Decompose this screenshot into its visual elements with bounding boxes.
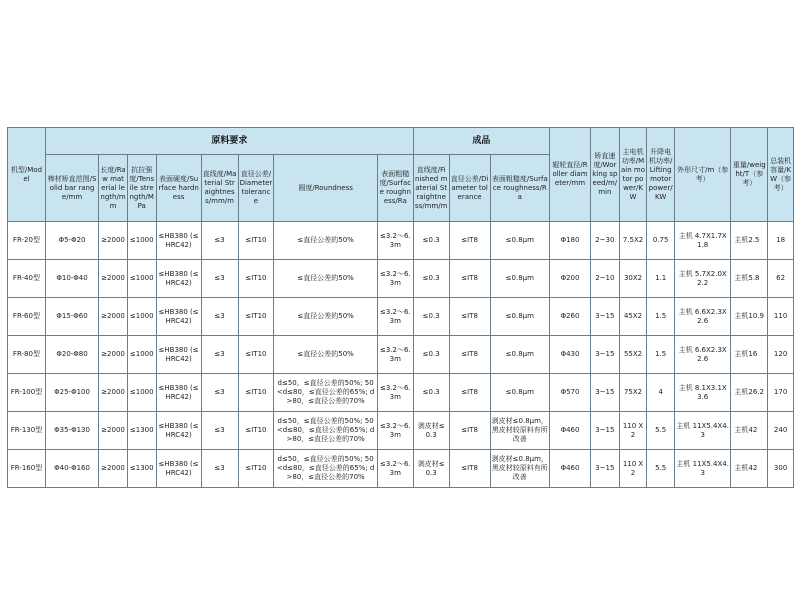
cell-surface-hardness: ≤HB380 (≤HRC42): [156, 336, 201, 374]
cell-lift-power: 4: [647, 374, 675, 412]
table-row: [8, 336, 794, 374]
cell-surface-hardness: ≤HB380 (≤HRC42): [156, 374, 201, 412]
cell-finished-diameter-tolerance: ≤IT8: [449, 336, 490, 374]
cell-solid-bar-range: Φ15-Φ60: [45, 298, 98, 336]
cell-model: FR-80型: [8, 336, 46, 374]
header-weight: 重量/weight/T（参考）: [731, 128, 768, 222]
cell-total-power: 62: [768, 260, 794, 298]
cell-finished-roughness: 剥皮材≤0.8μm，黑皮材较原料有所改善: [490, 412, 549, 450]
cell-weight: 主机42: [731, 412, 768, 450]
table-row: [8, 450, 794, 488]
cell-speed: 3~15: [591, 298, 620, 336]
cell-finished-straightness: 剥皮材≤0.3: [413, 450, 449, 488]
cell-roller-diameter: Φ430: [550, 336, 591, 374]
cell-raw-length: ≥2000: [99, 222, 128, 260]
cell-main-power: 75X2: [619, 374, 647, 412]
header-surface-hardness: 表面硬度/Surface hardness: [156, 155, 201, 222]
cell-speed: 2~10: [591, 260, 620, 298]
cell-solid-bar-range: Φ5-Φ20: [45, 222, 98, 260]
cell-finished-straightness: ≤0.3: [413, 374, 449, 412]
cell-surface-hardness: ≤HB380 (≤HRC42): [156, 298, 201, 336]
cell-finished-roughness: ≤0.8μm: [490, 260, 549, 298]
cell-main-power: 7.5X2: [619, 222, 647, 260]
cell-raw-roughness: ≤3.2～6.3m: [377, 222, 413, 260]
cell-raw-straightness: ≤3: [201, 260, 238, 298]
cell-tensile: ≤1000: [127, 222, 156, 260]
cell-speed: 2~30: [591, 222, 620, 260]
group-raw-material: 原料要求: [45, 128, 413, 155]
table-row: [8, 260, 794, 298]
cell-speed: 3~15: [591, 336, 620, 374]
cell-roundness: ≤直径公差的50%: [274, 260, 377, 298]
cell-tensile: ≤1000: [127, 336, 156, 374]
cell-total-power: 240: [768, 412, 794, 450]
cell-model: FR-20型: [8, 222, 46, 260]
cell-dimensions: 主机 6.6X2.3X2.6: [675, 298, 731, 336]
cell-lift-power: 1.1: [647, 260, 675, 298]
cell-raw-straightness: ≤3: [201, 222, 238, 260]
cell-raw-roughness: ≤3.2～6.3m: [377, 374, 413, 412]
cell-speed: 3~15: [591, 450, 620, 488]
cell-tensile: ≤1000: [127, 374, 156, 412]
cell-finished-diameter-tolerance: ≤IT8: [449, 222, 490, 260]
cell-total-power: 120: [768, 336, 794, 374]
header-solid-bar-range: 棒材矫直范围/Solid bar range/mm: [45, 155, 98, 222]
cell-finished-straightness: ≤0.3: [413, 260, 449, 298]
header-total-power: 总装机容量/KW（参考）: [768, 128, 794, 222]
header-finished-roughness: 表面粗糙度/Surface roughness/Ra: [490, 155, 549, 222]
cell-lift-power: 5.5: [647, 450, 675, 488]
cell-finished-straightness: 剥皮材≤0.3: [413, 412, 449, 450]
cell-weight: 主机26.2: [731, 374, 768, 412]
header-diameter-tolerance: 直径公差/Diameter tolerance: [238, 155, 274, 222]
cell-speed: 3~15: [591, 374, 620, 412]
header-tensile: 抗拉强度/Tensile strength/MPa: [127, 155, 156, 222]
cell-total-power: 18: [768, 222, 794, 260]
cell-finished-diameter-tolerance: ≤IT8: [449, 374, 490, 412]
cell-raw-length: ≥2000: [99, 374, 128, 412]
cell-roller-diameter: Φ260: [550, 298, 591, 336]
cell-roller-diameter: Φ570: [550, 374, 591, 412]
cell-tensile: ≤1300: [127, 412, 156, 450]
header-roundness: 圆度/Roundness: [274, 155, 377, 222]
cell-roundness: d≤50，≤直径公差的50%; 50<d≤80，≤直径公差的65%; d>80，≤直径公差的70%: [274, 412, 377, 450]
header-main-power: 主电机功率/Main motor power/KW: [619, 128, 647, 222]
cell-finished-diameter-tolerance: ≤IT8: [449, 412, 490, 450]
cell-finished-diameter-tolerance: ≤IT8: [449, 450, 490, 488]
cell-surface-hardness: ≤HB380 (≤HRC42): [156, 222, 201, 260]
cell-total-power: 110: [768, 298, 794, 336]
table-row: [8, 374, 794, 412]
header-finished-straightness: 直线度/Finished material Straightness/mm/m: [413, 155, 449, 222]
table-row: [8, 412, 794, 450]
table-row: [8, 298, 794, 336]
header-raw-straightness: 直线度/Material Straightness/mm/m: [201, 155, 238, 222]
cell-model: FR-100型: [8, 374, 46, 412]
cell-roundness: ≤直径公差的50%: [274, 222, 377, 260]
cell-lift-power: 1.5: [647, 336, 675, 374]
cell-surface-hardness: ≤HB380 (≤HRC42): [156, 450, 201, 488]
cell-finished-roughness: ≤0.8μm: [490, 222, 549, 260]
cell-main-power: 30X2: [619, 260, 647, 298]
cell-raw-straightness: ≤3: [201, 374, 238, 412]
cell-solid-bar-range: Φ25-Φ100: [45, 374, 98, 412]
cell-diameter-tolerance: ≤IT10: [238, 336, 274, 374]
spec-table: [7, 127, 794, 488]
cell-raw-straightness: ≤3: [201, 298, 238, 336]
cell-raw-roughness: ≤3.2～6.3m: [377, 450, 413, 488]
header-finished-diameter-tolerance: 直径公差/Diameter tolerance: [449, 155, 490, 222]
header-raw-length: 长度/Raw material length/mm: [99, 155, 128, 222]
cell-diameter-tolerance: ≤IT10: [238, 298, 274, 336]
cell-diameter-tolerance: ≤IT10: [238, 222, 274, 260]
cell-solid-bar-range: Φ20-Φ80: [45, 336, 98, 374]
cell-dimensions: 主机 8.1X3.1X3.6: [675, 374, 731, 412]
cell-lift-power: 5.5: [647, 412, 675, 450]
cell-main-power: 45X2: [619, 298, 647, 336]
cell-dimensions: 主机 11X5.4X4.3: [675, 450, 731, 488]
table-body: [8, 222, 794, 488]
header-lift-power: 升降电机功率/Lifting motor power/KW: [647, 128, 675, 222]
cell-raw-straightness: ≤3: [201, 450, 238, 488]
cell-tensile: ≤1000: [127, 298, 156, 336]
cell-finished-roughness: 剥皮材≤0.8μm，黑皮材较原料有所改善: [490, 450, 549, 488]
cell-finished-straightness: ≤0.3: [413, 298, 449, 336]
cell-raw-length: ≥2000: [99, 450, 128, 488]
cell-raw-straightness: ≤3: [201, 336, 238, 374]
cell-finished-roughness: ≤0.8μm: [490, 336, 549, 374]
cell-roller-diameter: Φ200: [550, 260, 591, 298]
cell-solid-bar-range: Φ40-Φ160: [45, 450, 98, 488]
cell-finished-diameter-tolerance: ≤IT8: [449, 298, 490, 336]
cell-main-power: 55X2: [619, 336, 647, 374]
cell-total-power: 170: [768, 374, 794, 412]
table-row: [8, 222, 794, 260]
cell-main-power: 110 X2: [619, 412, 647, 450]
cell-roller-diameter: Φ460: [550, 450, 591, 488]
cell-model: FR-130型: [8, 412, 46, 450]
cell-surface-hardness: ≤HB380 (≤HRC42): [156, 260, 201, 298]
cell-dimensions: 主机 6.6X2.3X2.6: [675, 336, 731, 374]
cell-diameter-tolerance: ≤IT10: [238, 260, 274, 298]
header-raw-roughness: 表面粗糙度/Surface roughness/Ra: [377, 155, 413, 222]
cell-roller-diameter: Φ180: [550, 222, 591, 260]
cell-weight: 主机2.5: [731, 222, 768, 260]
cell-diameter-tolerance: ≤IT10: [238, 374, 274, 412]
cell-weight: 主机16: [731, 336, 768, 374]
header-speed: 矫直速度/Working speed/m/min: [591, 128, 620, 222]
cell-speed: 3~15: [591, 412, 620, 450]
cell-roundness: ≤直径公差的50%: [274, 336, 377, 374]
header-model: 机型/Model: [8, 128, 46, 222]
cell-model: FR-40型: [8, 260, 46, 298]
cell-solid-bar-range: Φ35-Φ130: [45, 412, 98, 450]
cell-model: FR-60型: [8, 298, 46, 336]
table-header: [8, 128, 794, 222]
cell-raw-roughness: ≤3.2～6.3m: [377, 336, 413, 374]
header-dimensions: 外形尺寸/m（参考）: [675, 128, 731, 222]
cell-dimensions: 主机 5.7X2.0X2.2: [675, 260, 731, 298]
group-product: 成品: [413, 128, 549, 155]
cell-tensile: ≤1300: [127, 450, 156, 488]
cell-roundness: d≤50，≤直径公差的50%; 50<d≤80，≤直径公差的65%; d>80，≤直径公差的70%: [274, 374, 377, 412]
cell-diameter-tolerance: ≤IT10: [238, 450, 274, 488]
cell-raw-roughness: ≤3.2～6.3m: [377, 260, 413, 298]
cell-weight: 主机10.9: [731, 298, 768, 336]
cell-lift-power: 0.75: [647, 222, 675, 260]
cell-dimensions: 主机 4.7X1.7X1.8: [675, 222, 731, 260]
cell-total-power: 300: [768, 450, 794, 488]
cell-model: FR-160型: [8, 450, 46, 488]
cell-finished-diameter-tolerance: ≤IT8: [449, 260, 490, 298]
cell-tensile: ≤1000: [127, 260, 156, 298]
cell-weight: 主机5.8: [731, 260, 768, 298]
cell-weight: 主机42: [731, 450, 768, 488]
cell-main-power: 110 X2: [619, 450, 647, 488]
cell-raw-roughness: ≤3.2～6.3m: [377, 412, 413, 450]
header-roller-diameter: 辊轮直径/Roller diameter/mm: [550, 128, 591, 222]
cell-finished-straightness: ≤0.3: [413, 336, 449, 374]
cell-raw-length: ≥2000: [99, 336, 128, 374]
cell-dimensions: 主机 11X5.4X4.3: [675, 412, 731, 450]
cell-raw-length: ≥2000: [99, 412, 128, 450]
cell-raw-roughness: ≤3.2～6.3m: [377, 298, 413, 336]
cell-diameter-tolerance: ≤IT10: [238, 412, 274, 450]
cell-raw-length: ≥2000: [99, 260, 128, 298]
cell-roller-diameter: Φ460: [550, 412, 591, 450]
cell-raw-straightness: ≤3: [201, 412, 238, 450]
cell-surface-hardness: ≤HB380 (≤HRC42): [156, 412, 201, 450]
cell-finished-roughness: ≤0.8μm: [490, 374, 549, 412]
cell-solid-bar-range: Φ10-Φ40: [45, 260, 98, 298]
cell-finished-straightness: ≤0.3: [413, 222, 449, 260]
cell-roundness: ≤直径公差的50%: [274, 298, 377, 336]
cell-roundness: d≤50，≤直径公差的50%; 50<d≤80，≤直径公差的65%; d>80，≤直径公差的70%: [274, 450, 377, 488]
cell-raw-length: ≥2000: [99, 298, 128, 336]
cell-lift-power: 1.5: [647, 298, 675, 336]
cell-finished-roughness: ≤0.8μm: [490, 298, 549, 336]
